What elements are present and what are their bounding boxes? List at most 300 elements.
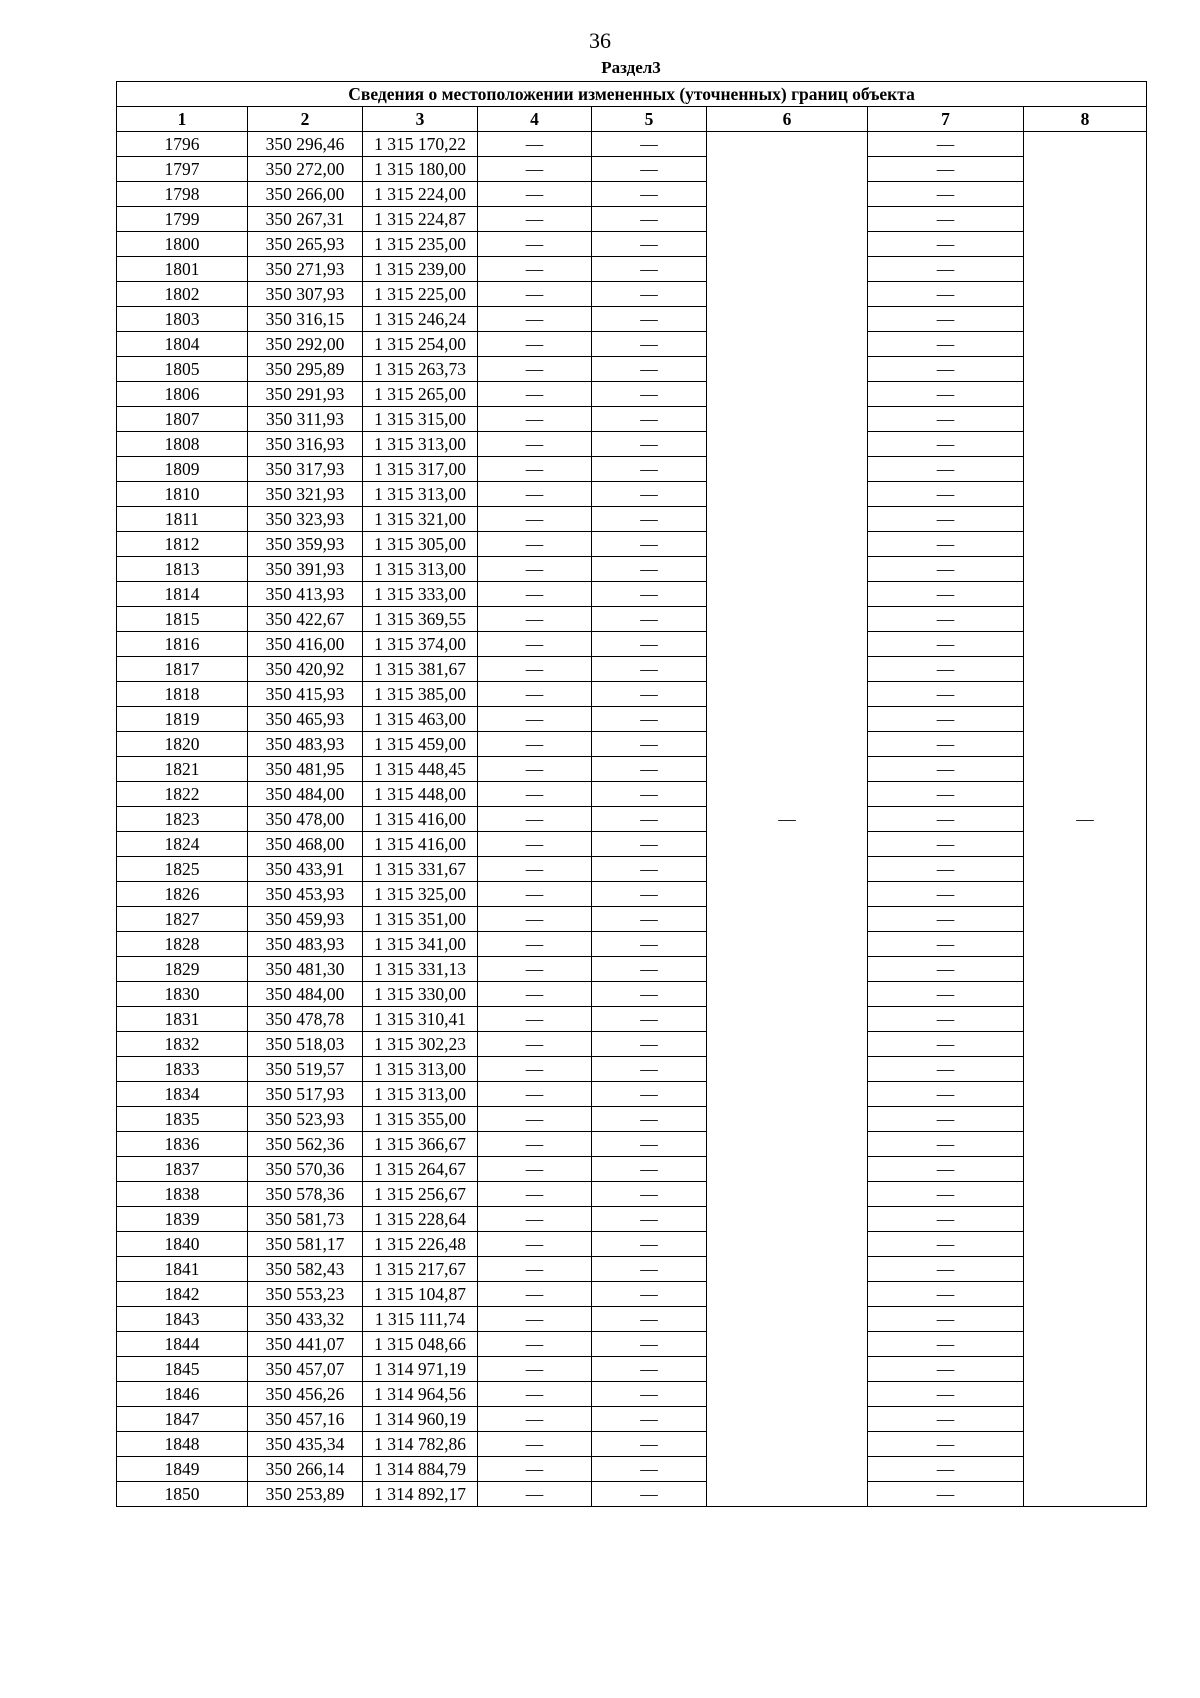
col4-dash-cell: — xyxy=(478,432,592,457)
col7-dash-cell: — xyxy=(868,232,1024,257)
table-row xyxy=(117,782,1147,807)
point-number-cell: 1800 xyxy=(117,232,248,257)
x-coordinate-cell: 350 582,43 xyxy=(248,1257,363,1282)
col7-dash-cell: — xyxy=(868,1257,1024,1282)
col5-dash-cell: — xyxy=(592,757,707,782)
point-number-cell: 1803 xyxy=(117,307,248,332)
point-number-cell: 1819 xyxy=(117,707,248,732)
y-coordinate-cell: 1 315 315,00 xyxy=(363,407,478,432)
col7-dash-cell: — xyxy=(868,432,1024,457)
x-coordinate-cell: 350 272,00 xyxy=(248,157,363,182)
col4-dash-cell: — xyxy=(478,1132,592,1157)
table-row xyxy=(117,382,1147,407)
x-coordinate-cell: 350 433,32 xyxy=(248,1307,363,1332)
point-number-cell: 1810 xyxy=(117,482,248,507)
x-coordinate-cell: 350 307,93 xyxy=(248,282,363,307)
point-number-cell: 1812 xyxy=(117,532,248,557)
col4-dash-cell: — xyxy=(478,257,592,282)
col7-dash-cell: — xyxy=(868,357,1024,382)
x-coordinate-cell: 350 581,17 xyxy=(248,1232,363,1257)
col5-dash-cell: — xyxy=(592,182,707,207)
col7-dash-cell: — xyxy=(868,1482,1024,1507)
y-coordinate-cell: 1 315 333,00 xyxy=(363,582,478,607)
point-number-cell: 1815 xyxy=(117,607,248,632)
table-row xyxy=(117,1007,1147,1032)
x-coordinate-cell: 350 359,93 xyxy=(248,532,363,557)
point-number-cell: 1820 xyxy=(117,732,248,757)
col7-dash-cell: — xyxy=(868,307,1024,332)
col4-dash-cell: — xyxy=(478,282,592,307)
y-coordinate-cell: 1 315 239,00 xyxy=(363,257,478,282)
col5-dash-cell: — xyxy=(592,232,707,257)
column-number: 8 xyxy=(1024,107,1147,132)
table-row xyxy=(117,532,1147,557)
col4-dash-cell: — xyxy=(478,1432,592,1457)
point-number-cell: 1823 xyxy=(117,807,248,832)
col4-dash-cell: — xyxy=(478,907,592,932)
x-coordinate-cell: 350 457,16 xyxy=(248,1407,363,1432)
col4-dash-cell: — xyxy=(478,857,592,882)
y-coordinate-cell: 1 315 351,00 xyxy=(363,907,478,932)
x-coordinate-cell: 350 271,93 xyxy=(248,257,363,282)
x-coordinate-cell: 350 296,46 xyxy=(248,132,363,157)
x-coordinate-cell: 350 422,67 xyxy=(248,607,363,632)
col5-dash-cell: — xyxy=(592,782,707,807)
col4-dash-cell: — xyxy=(478,807,592,832)
x-coordinate-cell: 350 391,93 xyxy=(248,557,363,582)
table-row xyxy=(117,1132,1147,1157)
col5-dash-cell: — xyxy=(592,1307,707,1332)
point-number-cell: 1835 xyxy=(117,1107,248,1132)
boundary-table xyxy=(116,81,1147,1507)
col7-dash-cell: — xyxy=(868,1132,1024,1157)
y-coordinate-cell: 1 314 964,56 xyxy=(363,1382,478,1407)
y-coordinate-cell: 1 314 782,86 xyxy=(363,1432,478,1457)
y-coordinate-cell: 1 315 341,00 xyxy=(363,932,478,957)
point-number-cell: 1806 xyxy=(117,382,248,407)
y-coordinate-cell: 1 315 224,00 xyxy=(363,182,478,207)
col8-merged-cell: — xyxy=(1024,132,1147,1507)
col7-dash-cell: — xyxy=(868,332,1024,357)
table-row xyxy=(117,732,1147,757)
col5-dash-cell: — xyxy=(592,382,707,407)
table-row xyxy=(117,857,1147,882)
point-number-cell: 1811 xyxy=(117,507,248,532)
col4-dash-cell: — xyxy=(478,1032,592,1057)
col7-dash-cell: — xyxy=(868,1182,1024,1207)
table-row xyxy=(117,207,1147,232)
x-coordinate-cell: 350 316,93 xyxy=(248,432,363,457)
col5-dash-cell: — xyxy=(592,932,707,957)
col5-dash-cell: — xyxy=(592,557,707,582)
col7-dash-cell: — xyxy=(868,557,1024,582)
x-coordinate-cell: 350 478,78 xyxy=(248,1007,363,1032)
y-coordinate-cell: 1 315 170,22 xyxy=(363,132,478,157)
x-coordinate-cell: 350 465,93 xyxy=(248,707,363,732)
col4-dash-cell: — xyxy=(478,1332,592,1357)
col5-dash-cell: — xyxy=(592,1032,707,1057)
point-number-cell: 1841 xyxy=(117,1257,248,1282)
col5-dash-cell: — xyxy=(592,132,707,157)
col7-dash-cell: — xyxy=(868,857,1024,882)
table-row xyxy=(117,807,1147,832)
column-number: 7 xyxy=(868,107,1024,132)
point-number-cell: 1804 xyxy=(117,332,248,357)
col4-dash-cell: — xyxy=(478,757,592,782)
point-number-cell: 1814 xyxy=(117,582,248,607)
x-coordinate-cell: 350 581,73 xyxy=(248,1207,363,1232)
y-coordinate-cell: 1 315 313,00 xyxy=(363,557,478,582)
col7-dash-cell: — xyxy=(868,1082,1024,1107)
col7-dash-cell: — xyxy=(868,207,1024,232)
col7-dash-cell: — xyxy=(868,957,1024,982)
x-coordinate-cell: 350 292,00 xyxy=(248,332,363,357)
point-number-cell: 1822 xyxy=(117,782,248,807)
col4-dash-cell: — xyxy=(478,1457,592,1482)
col4-dash-cell: — xyxy=(478,557,592,582)
table-row xyxy=(117,757,1147,782)
col7-dash-cell: — xyxy=(868,407,1024,432)
col7-dash-cell: — xyxy=(868,1157,1024,1182)
table-row xyxy=(117,357,1147,382)
col7-dash-cell: — xyxy=(868,1032,1024,1057)
y-coordinate-cell: 1 314 892,17 xyxy=(363,1482,478,1507)
col5-dash-cell: — xyxy=(592,1407,707,1432)
col7-dash-cell: — xyxy=(868,132,1024,157)
y-coordinate-cell: 1 315 374,00 xyxy=(363,632,478,657)
y-coordinate-cell: 1 314 971,19 xyxy=(363,1357,478,1382)
y-coordinate-cell: 1 315 313,00 xyxy=(363,1057,478,1082)
table-row xyxy=(117,932,1147,957)
y-coordinate-cell: 1 315 048,66 xyxy=(363,1332,478,1357)
x-coordinate-cell: 350 483,93 xyxy=(248,932,363,957)
col5-dash-cell: — xyxy=(592,307,707,332)
col5-dash-cell: — xyxy=(592,1182,707,1207)
point-number-cell: 1834 xyxy=(117,1082,248,1107)
table-row xyxy=(117,707,1147,732)
table-row xyxy=(117,657,1147,682)
y-coordinate-cell: 1 315 111,74 xyxy=(363,1307,478,1332)
point-number-cell: 1797 xyxy=(117,157,248,182)
col7-dash-cell: — xyxy=(868,882,1024,907)
column-number: 5 xyxy=(592,107,707,132)
x-coordinate-cell: 350 413,93 xyxy=(248,582,363,607)
y-coordinate-cell: 1 315 416,00 xyxy=(363,832,478,857)
col7-dash-cell: — xyxy=(868,532,1024,557)
point-number-cell: 1805 xyxy=(117,357,248,382)
point-number-cell: 1837 xyxy=(117,1157,248,1182)
x-coordinate-cell: 350 459,93 xyxy=(248,907,363,932)
table-row xyxy=(117,632,1147,657)
x-coordinate-cell: 350 518,03 xyxy=(248,1032,363,1057)
col4-dash-cell: — xyxy=(478,132,592,157)
table-row xyxy=(117,132,1147,157)
table-row xyxy=(117,1382,1147,1407)
col7-dash-cell: — xyxy=(868,157,1024,182)
point-number-cell: 1798 xyxy=(117,182,248,207)
col4-dash-cell: — xyxy=(478,232,592,257)
col5-dash-cell: — xyxy=(592,407,707,432)
col7-dash-cell: — xyxy=(868,382,1024,407)
col4-dash-cell: — xyxy=(478,1082,592,1107)
col5-dash-cell: — xyxy=(592,1332,707,1357)
x-coordinate-cell: 350 295,89 xyxy=(248,357,363,382)
table-row xyxy=(117,882,1147,907)
y-coordinate-cell: 1 315 369,55 xyxy=(363,607,478,632)
col5-dash-cell: — xyxy=(592,832,707,857)
col7-dash-cell: — xyxy=(868,1457,1024,1482)
point-number-cell: 1850 xyxy=(117,1482,248,1507)
col5-dash-cell: — xyxy=(592,1257,707,1282)
x-coordinate-cell: 350 416,00 xyxy=(248,632,363,657)
y-coordinate-cell: 1 314 884,79 xyxy=(363,1457,478,1482)
point-number-cell: 1836 xyxy=(117,1132,248,1157)
col5-dash-cell: — xyxy=(592,1232,707,1257)
table-row xyxy=(117,1407,1147,1432)
col7-dash-cell: — xyxy=(868,832,1024,857)
point-number-cell: 1829 xyxy=(117,957,248,982)
point-number-cell: 1849 xyxy=(117,1457,248,1482)
col5-dash-cell: — xyxy=(592,707,707,732)
x-coordinate-cell: 350 317,93 xyxy=(248,457,363,482)
table-row xyxy=(117,557,1147,582)
x-coordinate-cell: 350 435,34 xyxy=(248,1432,363,1457)
point-number-cell: 1842 xyxy=(117,1282,248,1307)
table-row xyxy=(117,1432,1147,1457)
x-coordinate-cell: 350 267,31 xyxy=(248,207,363,232)
y-coordinate-cell: 1 315 313,00 xyxy=(363,1082,478,1107)
y-coordinate-cell: 1 315 381,67 xyxy=(363,657,478,682)
x-coordinate-cell: 350 523,93 xyxy=(248,1107,363,1132)
y-coordinate-cell: 1 315 235,00 xyxy=(363,232,478,257)
point-number-cell: 1818 xyxy=(117,682,248,707)
col7-dash-cell: — xyxy=(868,1282,1024,1307)
x-coordinate-cell: 350 311,93 xyxy=(248,407,363,432)
table-row xyxy=(117,1332,1147,1357)
y-coordinate-cell: 1 315 302,23 xyxy=(363,1032,478,1057)
table-row xyxy=(117,1107,1147,1132)
x-coordinate-cell: 350 468,00 xyxy=(248,832,363,857)
point-number-cell: 1831 xyxy=(117,1007,248,1032)
table-row xyxy=(117,1207,1147,1232)
col5-dash-cell: — xyxy=(592,332,707,357)
col7-dash-cell: — xyxy=(868,982,1024,1007)
x-coordinate-cell: 350 553,23 xyxy=(248,1282,363,1307)
x-coordinate-cell: 350 456,26 xyxy=(248,1382,363,1407)
col4-dash-cell: — xyxy=(478,682,592,707)
point-number-cell: 1807 xyxy=(117,407,248,432)
col4-dash-cell: — xyxy=(478,882,592,907)
y-coordinate-cell: 1 315 463,00 xyxy=(363,707,478,732)
y-coordinate-cell: 1 315 313,00 xyxy=(363,432,478,457)
x-coordinate-cell: 350 441,07 xyxy=(248,1332,363,1357)
col7-dash-cell: — xyxy=(868,1432,1024,1457)
y-coordinate-cell: 1 315 246,24 xyxy=(363,307,478,332)
col7-dash-cell: — xyxy=(868,257,1024,282)
col7-dash-cell: — xyxy=(868,907,1024,932)
point-number-cell: 1832 xyxy=(117,1032,248,1057)
y-coordinate-cell: 1 315 310,41 xyxy=(363,1007,478,1032)
column-number-row xyxy=(117,107,1147,132)
point-number-cell: 1799 xyxy=(117,207,248,232)
column-number: 4 xyxy=(478,107,592,132)
column-number: 2 xyxy=(248,107,363,132)
point-number-cell: 1846 xyxy=(117,1382,248,1407)
x-coordinate-cell: 350 316,15 xyxy=(248,307,363,332)
x-coordinate-cell: 350 483,93 xyxy=(248,732,363,757)
col4-dash-cell: — xyxy=(478,382,592,407)
table-row xyxy=(117,982,1147,1007)
col4-dash-cell: — xyxy=(478,1357,592,1382)
col4-dash-cell: — xyxy=(478,657,592,682)
col5-dash-cell: — xyxy=(592,1457,707,1482)
table-row xyxy=(117,607,1147,632)
col5-dash-cell: — xyxy=(592,157,707,182)
point-number-cell: 1813 xyxy=(117,557,248,582)
point-number-cell: 1847 xyxy=(117,1407,248,1432)
col7-dash-cell: — xyxy=(868,1357,1024,1382)
y-coordinate-cell: 1 314 960,19 xyxy=(363,1407,478,1432)
col4-dash-cell: — xyxy=(478,407,592,432)
col4-dash-cell: — xyxy=(478,1207,592,1232)
x-coordinate-cell: 350 519,57 xyxy=(248,1057,363,1082)
col5-dash-cell: — xyxy=(592,807,707,832)
col7-dash-cell: — xyxy=(868,282,1024,307)
x-coordinate-cell: 350 323,93 xyxy=(248,507,363,532)
y-coordinate-cell: 1 315 321,00 xyxy=(363,507,478,532)
point-number-cell: 1844 xyxy=(117,1332,248,1357)
point-number-cell: 1826 xyxy=(117,882,248,907)
col5-dash-cell: — xyxy=(592,682,707,707)
col5-dash-cell: — xyxy=(592,607,707,632)
y-coordinate-cell: 1 315 217,67 xyxy=(363,1257,478,1282)
table-row xyxy=(117,1232,1147,1257)
x-coordinate-cell: 350 321,93 xyxy=(248,482,363,507)
y-coordinate-cell: 1 315 355,00 xyxy=(363,1107,478,1132)
col4-dash-cell: — xyxy=(478,632,592,657)
col7-dash-cell: — xyxy=(868,707,1024,732)
col4-dash-cell: — xyxy=(478,607,592,632)
col4-dash-cell: — xyxy=(478,532,592,557)
x-coordinate-cell: 350 420,92 xyxy=(248,657,363,682)
table-row xyxy=(117,232,1147,257)
table-row xyxy=(117,332,1147,357)
table-row xyxy=(117,682,1147,707)
table-row xyxy=(117,1282,1147,1307)
point-number-cell: 1845 xyxy=(117,1357,248,1382)
x-coordinate-cell: 350 253,89 xyxy=(248,1482,363,1507)
y-coordinate-cell: 1 315 416,00 xyxy=(363,807,478,832)
col6-merged-cell: — xyxy=(707,132,868,1507)
col5-dash-cell: — xyxy=(592,532,707,557)
y-coordinate-cell: 1 315 305,00 xyxy=(363,532,478,557)
col5-dash-cell: — xyxy=(592,1382,707,1407)
col7-dash-cell: — xyxy=(868,632,1024,657)
point-number-cell: 1827 xyxy=(117,907,248,932)
col5-dash-cell: — xyxy=(592,732,707,757)
col4-dash-cell: — xyxy=(478,1007,592,1032)
col7-dash-cell: — xyxy=(868,807,1024,832)
y-coordinate-cell: 1 315 331,67 xyxy=(363,857,478,882)
col4-dash-cell: — xyxy=(478,1257,592,1282)
y-coordinate-cell: 1 315 256,67 xyxy=(363,1182,478,1207)
point-number-cell: 1816 xyxy=(117,632,248,657)
col4-dash-cell: — xyxy=(478,307,592,332)
col4-dash-cell: — xyxy=(478,1382,592,1407)
point-number-cell: 1824 xyxy=(117,832,248,857)
point-number-cell: 1796 xyxy=(117,132,248,157)
table-row xyxy=(117,582,1147,607)
x-coordinate-cell: 350 291,93 xyxy=(248,382,363,407)
col4-dash-cell: — xyxy=(478,957,592,982)
col5-dash-cell: — xyxy=(592,1282,707,1307)
col5-dash-cell: — xyxy=(592,632,707,657)
col5-dash-cell: — xyxy=(592,1482,707,1507)
col5-dash-cell: — xyxy=(592,207,707,232)
col4-dash-cell: — xyxy=(478,1282,592,1307)
column-number: 3 xyxy=(363,107,478,132)
col5-dash-cell: — xyxy=(592,982,707,1007)
x-coordinate-cell: 350 578,36 xyxy=(248,1182,363,1207)
y-coordinate-cell: 1 315 180,00 xyxy=(363,157,478,182)
col7-dash-cell: — xyxy=(868,932,1024,957)
point-number-cell: 1809 xyxy=(117,457,248,482)
col4-dash-cell: — xyxy=(478,707,592,732)
col4-dash-cell: — xyxy=(478,832,592,857)
col5-dash-cell: — xyxy=(592,457,707,482)
col5-dash-cell: — xyxy=(592,1107,707,1132)
y-coordinate-cell: 1 315 228,64 xyxy=(363,1207,478,1232)
column-number: 6 xyxy=(707,107,868,132)
y-coordinate-cell: 1 315 254,00 xyxy=(363,332,478,357)
col5-dash-cell: — xyxy=(592,357,707,382)
col4-dash-cell: — xyxy=(478,1107,592,1132)
table-row xyxy=(117,407,1147,432)
col5-dash-cell: — xyxy=(592,1207,707,1232)
col7-dash-cell: — xyxy=(868,1057,1024,1082)
y-coordinate-cell: 1 315 265,00 xyxy=(363,382,478,407)
y-coordinate-cell: 1 315 448,00 xyxy=(363,782,478,807)
col5-dash-cell: — xyxy=(592,1432,707,1457)
col7-dash-cell: — xyxy=(868,1207,1024,1232)
x-coordinate-cell: 350 478,00 xyxy=(248,807,363,832)
y-coordinate-cell: 1 315 226,48 xyxy=(363,1232,478,1257)
col4-dash-cell: — xyxy=(478,182,592,207)
x-coordinate-cell: 350 517,93 xyxy=(248,1082,363,1107)
table-row xyxy=(117,282,1147,307)
table-row xyxy=(117,182,1147,207)
y-coordinate-cell: 1 315 325,00 xyxy=(363,882,478,907)
x-coordinate-cell: 350 457,07 xyxy=(248,1357,363,1382)
col5-dash-cell: — xyxy=(592,1082,707,1107)
y-coordinate-cell: 1 315 385,00 xyxy=(363,682,478,707)
x-coordinate-cell: 350 433,91 xyxy=(248,857,363,882)
col7-dash-cell: — xyxy=(868,732,1024,757)
table-row xyxy=(117,1357,1147,1382)
col5-dash-cell: — xyxy=(592,657,707,682)
table-row xyxy=(117,957,1147,982)
col4-dash-cell: — xyxy=(478,1182,592,1207)
point-number-cell: 1830 xyxy=(117,982,248,1007)
y-coordinate-cell: 1 315 313,00 xyxy=(363,482,478,507)
col4-dash-cell: — xyxy=(478,732,592,757)
col5-dash-cell: — xyxy=(592,857,707,882)
x-coordinate-cell: 350 266,00 xyxy=(248,182,363,207)
table-row xyxy=(117,1182,1147,1207)
y-coordinate-cell: 1 315 459,00 xyxy=(363,732,478,757)
col7-dash-cell: — xyxy=(868,657,1024,682)
table-row xyxy=(117,1082,1147,1107)
